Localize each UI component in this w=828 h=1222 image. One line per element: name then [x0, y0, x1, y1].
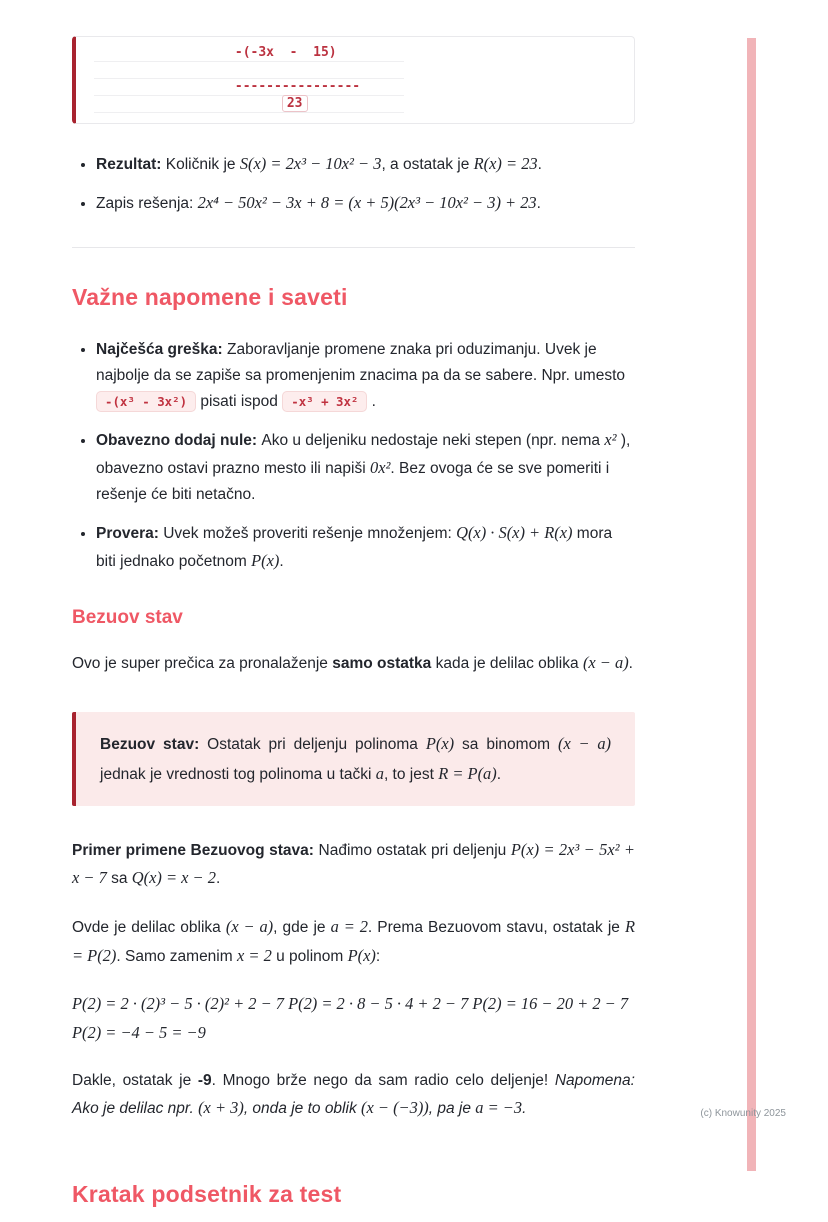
text-run: , to jest — [383, 765, 439, 783]
math-run: x = 2 — [236, 945, 272, 965]
text-run: mora biti jednako početnom — [96, 525, 613, 571]
text-run: Ako u deljeniku nedostaje neki stepen (npr. nema — [261, 432, 605, 450]
math-run: (x − a) — [558, 733, 612, 753]
math-run: P(x) = 2x³ − 5x² + x − 7 — [72, 839, 635, 888]
text-run: jednak je vrednosti tog polinoma u tački — [100, 765, 376, 783]
subsection-heading-bezuov-stav: Bezuov stav — [72, 607, 183, 629]
math-run: 2x⁴ − 50x² − 3x + 8 = (x + 5)(2x³ − 10x² − 3) + 23 — [197, 193, 537, 213]
text-run: Uvek možeš proveriti rešenje množenjem: — [163, 525, 457, 543]
division-code-line: -(-3x - 15) — [94, 45, 404, 62]
text-run: . — [536, 195, 541, 213]
list-item-obavezno-dodaj-nule — [96, 426, 635, 508]
text-run: Bezuov stav: — [100, 735, 208, 753]
math-run: R = P(a) — [438, 763, 497, 783]
list-item-zapis-resenja — [96, 189, 635, 217]
math-run: x² — [604, 430, 617, 450]
text-run: . — [522, 1100, 527, 1118]
paragraph-dakle-ostatak — [72, 1068, 635, 1123]
text-run: samo ostatka — [332, 655, 432, 673]
section-heading-vazne-napomene: Važne napomene i saveti — [72, 284, 348, 311]
watermark: (c) Knowunity 2025 — [700, 1108, 786, 1119]
text-run: Količnik je — [165, 156, 240, 173]
text-run: sa — [106, 870, 132, 888]
text-run: . — [496, 765, 502, 783]
text-run: . Bez ovoga će se sve pomeriti i rešenje će biti netačno. — [96, 460, 610, 504]
text-run: Nađimo ostatak pri deljenju — [318, 841, 511, 859]
text-run: Rezultat: — [96, 156, 166, 173]
bezu-theorem-callout — [72, 712, 635, 806]
section-heading-kratak-podsetnik: Kratak podsetnik za test — [72, 1181, 342, 1207]
text-run: Ovo je super prečica za pronalaženje — [72, 655, 333, 673]
math-run: a = 2 — [330, 917, 368, 937]
inline-code-chip: -x³ + 3x² — [282, 391, 367, 412]
text-run: Zaboravljanje promene znaka pri oduzimanju. Uvek je najbolje da se zapiše sa promenjenim znacima pa da se sabere. Npr. umesto — [96, 341, 626, 385]
list-item-rezultat — [96, 150, 635, 178]
text-run: Najčešća greška: — [96, 341, 227, 359]
inline-code-chip: -(x³ - 3x²) — [96, 391, 196, 412]
math-run: P(x) — [347, 945, 376, 965]
text-run: Ovde je delilac oblika — [72, 919, 226, 937]
math-run: R(x) = 23 — [473, 154, 538, 173]
text-run: Dakle, ostatak je — [72, 1071, 198, 1089]
paragraph-ovde-je-delilac — [72, 913, 635, 970]
text-run: ), obavezno ostavi prazno mesto ili napiši — [96, 432, 631, 478]
text-run: . — [215, 870, 221, 888]
math-run: R = P(2) — [72, 917, 636, 965]
remainder-value-box: 23 — [282, 95, 308, 112]
division-code-line — [94, 62, 404, 79]
math-run: a = −3 — [475, 1098, 523, 1118]
division-code-line: ---------------- — [94, 79, 404, 96]
text-run: . — [367, 393, 376, 411]
math-run: (x − (−3)) — [361, 1098, 429, 1118]
text-run: . Prema Bezuovom stavu, ostatak je — [367, 919, 625, 937]
text-run: , gde je — [273, 919, 331, 937]
math-run: S(x) = 2x³ − 10x² − 3 — [239, 154, 382, 173]
text-run: u polinom — [271, 947, 348, 965]
math-run: Q(x) · S(x) + R(x) — [456, 523, 573, 543]
section-divider — [72, 247, 635, 248]
list-item-provera — [96, 519, 635, 575]
text-run: . Mnogo brže nego da sam radio celo deljenje! — [211, 1071, 555, 1089]
text-run: . — [279, 553, 284, 571]
text-run: , a ostatak je — [381, 156, 474, 173]
text-run: Primer primene Bezuovog stava: — [72, 841, 319, 859]
text-run: . Samo zamenim — [116, 947, 237, 965]
math-run: 0x² — [369, 458, 391, 478]
results-list — [72, 150, 635, 217]
text-run: Ostatak pri deljenju polinoma — [207, 735, 426, 753]
text-run: Obavezno dodaj nule: — [96, 432, 262, 450]
long-division-code-block — [72, 36, 635, 124]
text-run: Zapis rešenja: — [96, 195, 198, 213]
math-run: (x + 3) — [198, 1098, 244, 1118]
text-run: , onda je to oblik — [243, 1100, 362, 1118]
math-run: P(x) — [425, 733, 455, 753]
text-run: sa binomom — [454, 735, 559, 753]
text-run: Napomena: Ako je delilac npr. — [72, 1071, 635, 1118]
math-run: Q(x) = x − 2 — [131, 868, 216, 888]
document-content — [72, 36, 635, 1222]
math-run: P(2) = 2 · (2)³ − 5 · (2)² + 2 − 7 P(2) = 2 · 8 − 5 · 4 + 2 − 7 P(2) = 16 − 20 + 2 − 7 P(2) = −4 − 5 = −9 — [72, 994, 629, 1043]
math-run: a — [375, 763, 384, 783]
tips-list — [72, 337, 635, 575]
text-run: : — [375, 947, 381, 965]
paragraph-math-evaluation — [72, 990, 635, 1047]
page-edge-strip — [747, 38, 756, 1171]
text-run: Provera: — [96, 525, 164, 543]
math-run: (x − a) — [225, 917, 274, 937]
list-item-najcesca-greska — [96, 337, 635, 415]
text-run: . — [537, 156, 542, 173]
text-run: -9 — [197, 1071, 212, 1089]
division-code-line — [94, 96, 404, 113]
text-run: , pa je — [428, 1100, 476, 1118]
text-run: . — [628, 655, 633, 673]
math-run: P(x) — [251, 551, 280, 571]
paragraph-bezu-intro — [72, 649, 635, 678]
math-run: (x − a) — [582, 653, 629, 673]
text-run: pisati ispod — [196, 393, 283, 411]
text-run: kada je delilac oblika — [431, 655, 583, 673]
paragraph-primer-primene — [72, 836, 635, 893]
